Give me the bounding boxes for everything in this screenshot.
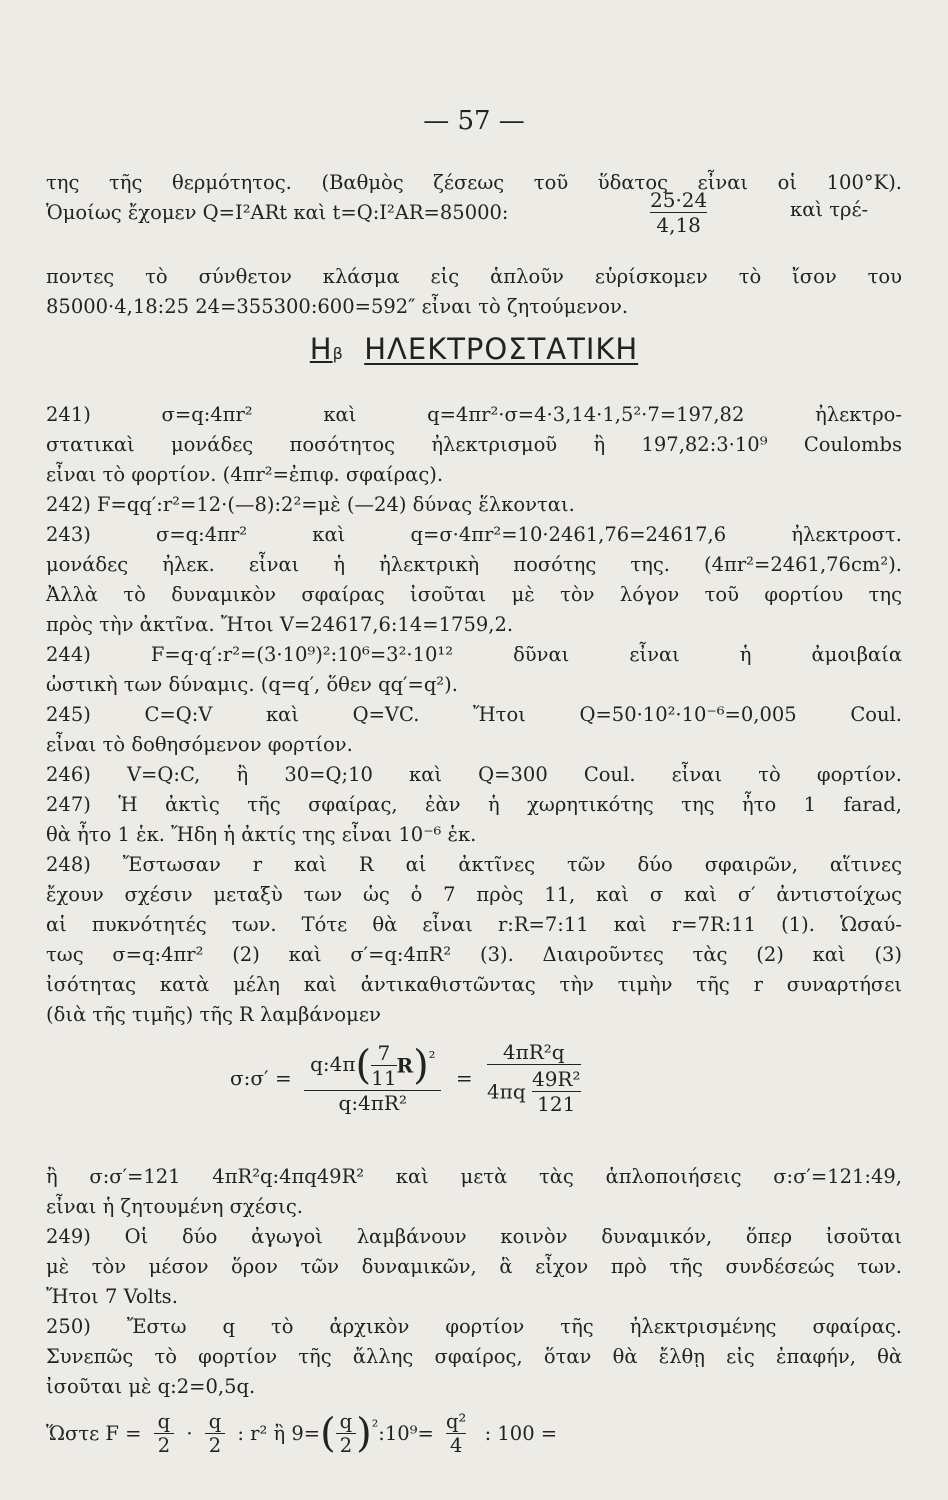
formula-den: q:4πR² xyxy=(304,1090,441,1115)
text-line: 243) σ=q:4πr² καὶ q=σ·4πr²=10·2461,76=24617,6 ἠλεκτροστ. xyxy=(46,523,902,546)
formula-inner-pre: q:4π xyxy=(310,1052,356,1076)
page-number: — 57 — xyxy=(423,106,525,136)
text-line: 248) Ἔστωσαν r καὶ R αἱ ἀκτῖνες τῶν δύο σφαιρῶν, αἵτινες xyxy=(46,853,902,876)
text-line: πρὸς τὴν ἀκτῖνα. Ἤτοι V=24617,6:14=1759,2. xyxy=(46,613,514,636)
final-formula-dot: · xyxy=(186,1422,193,1445)
final-formula-mid: : r² ἢ 9= xyxy=(237,1422,321,1445)
fraction-numerator: q xyxy=(157,1410,171,1433)
section-heading xyxy=(0,332,948,366)
header-fraction xyxy=(650,188,707,237)
text-line: ἰσοῦται μὲ q:2=0,5q. xyxy=(46,1375,256,1398)
formula-inner-r: R xyxy=(396,1053,414,1078)
text-line-end: καὶ τρέ- xyxy=(790,198,869,221)
text-line: Ἤτοι 7 Volts. xyxy=(46,1285,178,1308)
section-title: ΗΛΕΚΤΡΟΣΤΑΤΙΚΗ xyxy=(364,332,639,366)
formula-right-den-pre: 4πq xyxy=(486,1079,526,1104)
fraction-numerator: q² xyxy=(446,1410,467,1433)
section-sub: β xyxy=(332,344,344,363)
formula-inner-den: 11 xyxy=(371,1066,397,1090)
text-line: ὠστικὴ των δύναμις. (q=q′, ὅθεν qq′=q²). xyxy=(46,673,458,696)
formula-eq: = xyxy=(455,1066,473,1090)
text-line: μονάδες ἠλεκ. εἶναι ἡ ἠλεκτρικὴ ποσότης της. (4πr²=2461,76cm²). xyxy=(46,553,902,576)
text-line: εἶναι ἡ ζητουμένη σχέσις. xyxy=(46,1195,303,1218)
fraction-denominator: 2 xyxy=(336,1433,356,1457)
formula-right-den-num: 49R² xyxy=(531,1067,581,1091)
final-formula-tail: : 100 = xyxy=(484,1422,558,1445)
text-line: 241) σ=q:4πr² καὶ q=4πr²·σ=4·3,14·1,5²·7=197,82 ἠλεκτρο- xyxy=(46,403,902,426)
section-prefix: H xyxy=(309,332,333,366)
text-line: θὰ ἦτο 1 ἑκ. Ἤδη ἡ ἀκτίς της εἶναι 10⁻⁶ ἑκ. xyxy=(46,823,477,846)
final-formula-mid2: :10⁹= xyxy=(378,1422,434,1445)
fraction-denominator: 4 xyxy=(446,1433,466,1457)
final-formula: Ὥστε F = $\frac{q}{2}$ · $\frac{q}{2}$ : r² ἢ 9=( $\frac{q}{2}$ )$^{^2}$:10⁹= $\frac{\text{q²}}{4}$ : 100 = xyxy=(46,1410,558,1457)
text-line: μὲ τὸν μέσον ὅρον τῶν δυναμικῶν, ἃ εἶχον πρὸ τῆς συνδέσεώς των. xyxy=(46,1255,902,1278)
fraction-denominator: 2 xyxy=(205,1433,225,1457)
text-line: Ἀλλὰ τὸ δυναμικὸν σφαίρας ἰσοῦται μὲ τὸν λόγον τοῦ φορτίου της xyxy=(46,583,902,606)
text-line xyxy=(46,198,666,228)
text-line: 250) Ἔστω q τὸ ἀρχικὸν φορτίον τῆς ἠλεκτρισμένης σφαίρας. xyxy=(46,1315,902,1338)
text-line: ποντες τὸ σύνθετον κλάσμα εἰς ἁπλοῦν εὑρίσκομεν τὸ ἴσον του xyxy=(46,265,902,288)
final-formula-pre: Ὥστε F = xyxy=(46,1422,142,1445)
fraction-denominator: 2 xyxy=(154,1433,174,1457)
text-line: ἰσότητας κατὰ μέλη καὶ ἀντικαθιστῶντας τὴν τιμὴν τῆς r συναρτήσει xyxy=(46,973,902,996)
text-line: στατικαὶ μονάδες ποσότητος ἠλεκτρισμοῦ ἢ 197,82:3·10⁹ Coulombs xyxy=(46,433,902,456)
display-formula: σ:σ′ = q:4π( $\frac{7}{11}$ R)$^{^2}$ q:4πR² = 4πR²q 4πq $\frac{\text{49R²}}{121}$ xyxy=(230,1040,581,1116)
text-line: 249) Οἱ δύο ἀγωγοὶ λαμβάνουν κοινὸν δυναμικόν, ὅπερ ἰσοῦται xyxy=(46,1225,902,1248)
text-line: 244) F=q·q′:r²=(3·10⁹)²:10⁶=3²·10¹² δῦναι εἶναι ἡ ἀμοιβαία xyxy=(46,643,902,666)
text-line: αἱ πυκνότητές των. Τότε θὰ εἶναι r:R=7:11 καὶ r=7R:11 (1). Ὡσαύ- xyxy=(46,913,902,936)
text-line: εἶναι τὸ φορτίον. (4πr²=ἐπιφ. σφαίρας). xyxy=(46,463,444,486)
text-line: Συνεπῶς τὸ φορτίον τῆς ἄλλης σφαίρος, ὅταν θὰ ἔλθῃ εἰς ἐπαφήν, θὰ xyxy=(46,1345,902,1368)
text-line: 85000·4,18:25 24=355300:600=592″ εἶναι τὸ ζητούμενον. xyxy=(46,295,629,318)
formula-inner-num: 7 xyxy=(377,1041,391,1065)
fraction-numerator: q xyxy=(208,1410,222,1433)
formula-right-num: 4πR²q xyxy=(502,1040,565,1064)
fraction-numerator: q xyxy=(339,1410,353,1433)
text-line: εἶναι τὸ δοθησόμενον φορτίον. xyxy=(46,733,353,756)
text-line-start: Ὁμοίως ἔχομεν Q=I²ARt καὶ t=Q:I²AR=85000: xyxy=(46,201,509,224)
fraction-numerator: 25·24 xyxy=(650,188,708,212)
text-line: 245) C=Q:V καὶ Q=VC. Ἤτοι Q=50·10²·10⁻⁶=0,005 Coul. xyxy=(46,703,902,726)
text-line: 246) V=Q:C, ἢ 30=Q;10 καὶ Q=300 Coul. εἶναι τὸ φορτίον. xyxy=(46,763,902,786)
text-line: ἢ σ:σ′=121 4πR²q:4πq49R² καὶ μετὰ τὰς ἁπλοποιήσεις σ:σ′=121:49, xyxy=(46,1165,902,1188)
text-line: (διὰ τῆς τιμῆς) τῆς R λαμβάνομεν xyxy=(46,1003,381,1026)
final-formula-square: ² xyxy=(371,1416,379,1436)
text-line: 242) F=qq′:r²=12·(—8):2²=μὲ (—24) δύνας ἕλκονται. xyxy=(46,493,575,516)
formula-lhs: σ:σ′ = xyxy=(230,1066,292,1090)
text-line: 247) Ἡ ἀκτὶς τῆς σφαίρας, ἐὰν ἡ χωρητικότης της ἦτο 1 farad, xyxy=(46,793,902,816)
text-line: της τῆς θερμότητος. (Βαθμὸς ζέσεως τοῦ ὕδατος εἶναι οἱ 100°K). xyxy=(46,171,902,194)
formula-right-den-den: 121 xyxy=(532,1091,581,1116)
text-line: τως σ=q:4πr² (2) καὶ σ′=q:4πR² (3). Διαιροῦντες τὰς (2) καὶ (3) xyxy=(46,943,902,966)
fraction-denominator: 4,18 xyxy=(650,212,707,237)
text-line: ἔχουν σχέσιν μεταξὺ των ὡς ὁ 7 πρὸς 11, καὶ σ καὶ σ′ ἀντιστοίχως xyxy=(46,883,902,906)
formula-square: ² xyxy=(428,1048,436,1068)
